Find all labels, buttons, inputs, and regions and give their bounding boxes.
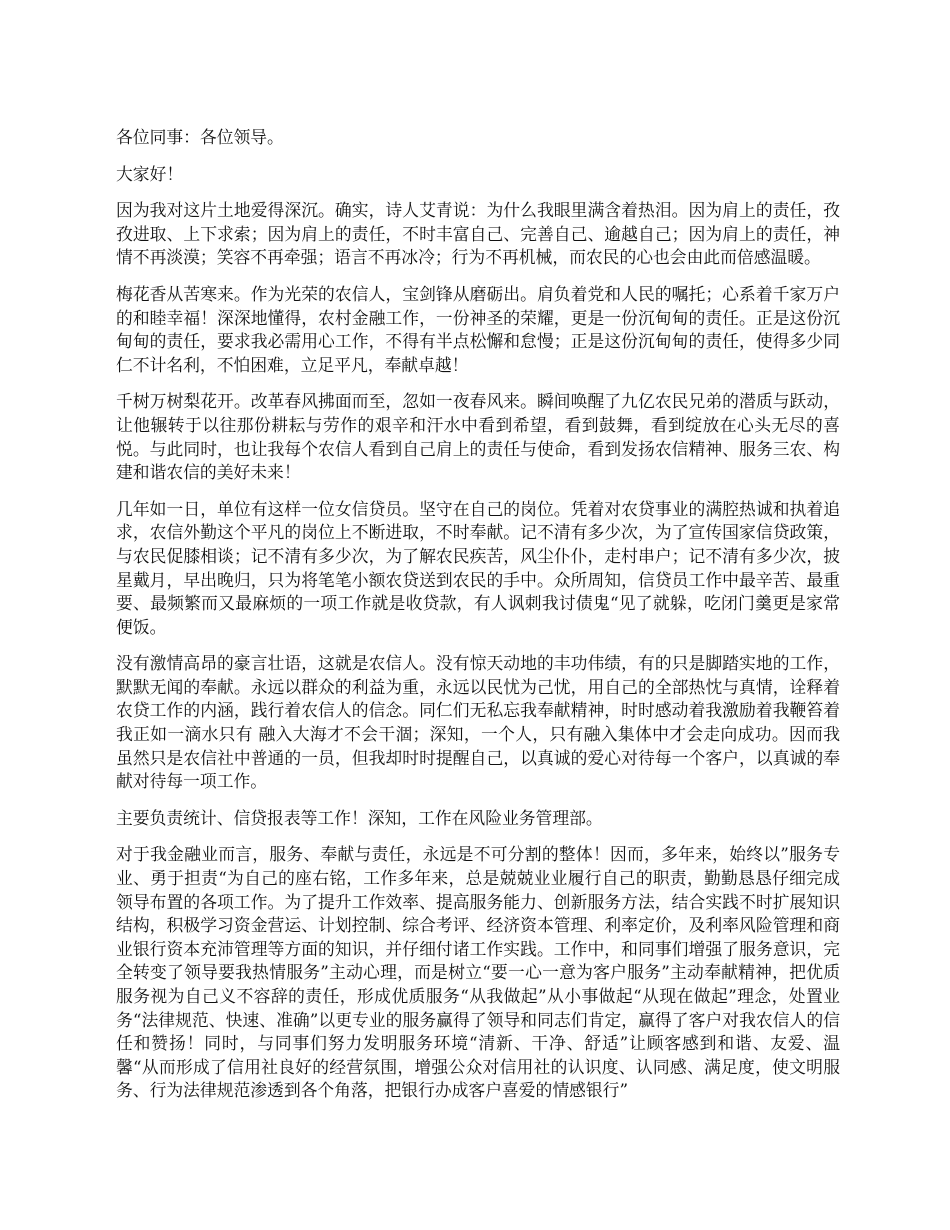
paragraph-service: 对于我金融业而言，服务、奉献与责任，永远是不可分割的整体！因而，多年来，始终以”服务专业、勇于担责“为自己的座右铭，工作多年来，总是兢兢业业履行自己的职责，勤勤恳恳仔细完成领导布置的各项工作。为了提升工作效率、提高服务能力、创新服务方法，结合实践不时扩展知识结构，积极学习资金营运、计划控制、综合考评、经济资本管理、利率定价，及利率风险管理和商业银行资本充沛管理等方面的知识，并仔细付诸工作实践。工作中，和同事们增强了服务意识，完全转变了领导要我热情服务”主动心理，而是树立“要一心一意为客户服务”主动奉献精神，把优质服务视为自己义不容辞的责任，形成优质服务“从我做起”从小事做起“从现在做起”理念，处置业务“法律规范、快速、准确”以更专业的服务赢得了领导和同志们肯定，赢得了客户对我农信人的信任和赞扬！同时，与同事们努力发明服务环境“清新、干净、舒适”让顾客感到和谐、友爱、温馨“从而形成了信用社良好的经营氛围，增强公众对信用社的认识度、认同感、满足度，使文明服务、行为法律规范渗透到各个角落，把银行办成客户喜爱的情感银行” — [116, 844, 840, 1101]
document-body — [116, 126, 840, 1116]
paragraph-pear-blossom: 千树万树梨花开。改革春风拂面而至，忽如一夜春风来。瞬间唤醒了九亿农民兄弟的潜质与跃动，让他辗转于以往那份耕耘与劳作的艰辛和汗水中看到希望，看到鼓舞，看到绽放在心头无尽的喜悦。与此同时，也让我每个农信人看到自己肩上的责任与使命，看到发扬农信精神、服务三农、构建和谐农信的美好未来！ — [116, 391, 840, 483]
paragraph-greeting: 各位同事：各位领导。 — [116, 127, 284, 147]
paragraph-duties: 主要负责统计、信贷报表等工作！深知，工作在风险业务管理部。 — [116, 807, 603, 828]
paragraph-hello: 大家好！ — [116, 163, 184, 184]
paragraph-land-love: 因为我对这片土地爱得深沉。确实，诗人艾青说：为什么我眼里满含着热泪。因为肩上的责任，孜孜进取、上下求索；因为肩上的责任，不时丰富自己、完善自己、逾越自己；因为肩上的责任，神情不再淡漠；笑容不再牵强；语言不再冰冷；行为不再机械，而农民的心也会由此而倍感温暖。 — [116, 200, 840, 268]
paragraph-loan-officer: 几年如一日，单位有这样一位女信贷员。坚守在自己的岗位。凭着对农贷事业的满腔热诚和执着追求，农信外勤这个平凡的岗位上不断进取，不时奉献。记不清有多少次，为了宣传国家信贷政策，与农民促膝相谈；记不清有多少次，为了解农民疾苦，风尘仆仆，走村串户；记不清有多少次，披星戴月，早出晚归，只为将笔笔小额农贷送到农民的手中。众所周知，信贷员工作中最辛苦、最重要、最频繁而又最麻烦的一项工作就是收贷款，有人讽刺我讨债鬼“见了就躲，吃闭门羹更是家常便饭。 — [116, 498, 840, 637]
paragraph-dedication: 没有激情高昂的豪言壮语，这就是农信人。没有惊天动地的丰功伟绩，有的只是脚踏实地的工作，默默无闻的奉献。永远以群众的利益为重，永远以民忧为己忧，用自己的全部热忱与真情，诠释着农贷工作的内涵，践行着农信人的信念。同仁们无私忘我奉献精神，时时感动着我激励着我鞭笞着我正如一滴水只有 融入大海才不会干涸；深知，一个人，只有融入集体中才会走向成功。因而我虽然只是农信社中普通的一员，但我却时时提醒自己，以真诚的爱心对待每一个客户，以真诚的奉献对待每一项工作。 — [116, 653, 840, 792]
paragraph-plum-blossom: 梅花香从苦寒来。作为光荣的农信人，宝剑锋从磨砺出。肩负着党和人民的嘱托；心系着千家万户的和睦幸福！深深地懂得，农村金融工作，一份神圣的荣耀，更是一份沉甸甸的责任。正是这份沉甸甸的责任，要求我必需用心工作，不得有半点松懈和怠慢；正是这份沉甸甸的责任，使得多少同仁不计名利，不怕困难，立足平凡，奉献卓越！ — [116, 283, 840, 375]
